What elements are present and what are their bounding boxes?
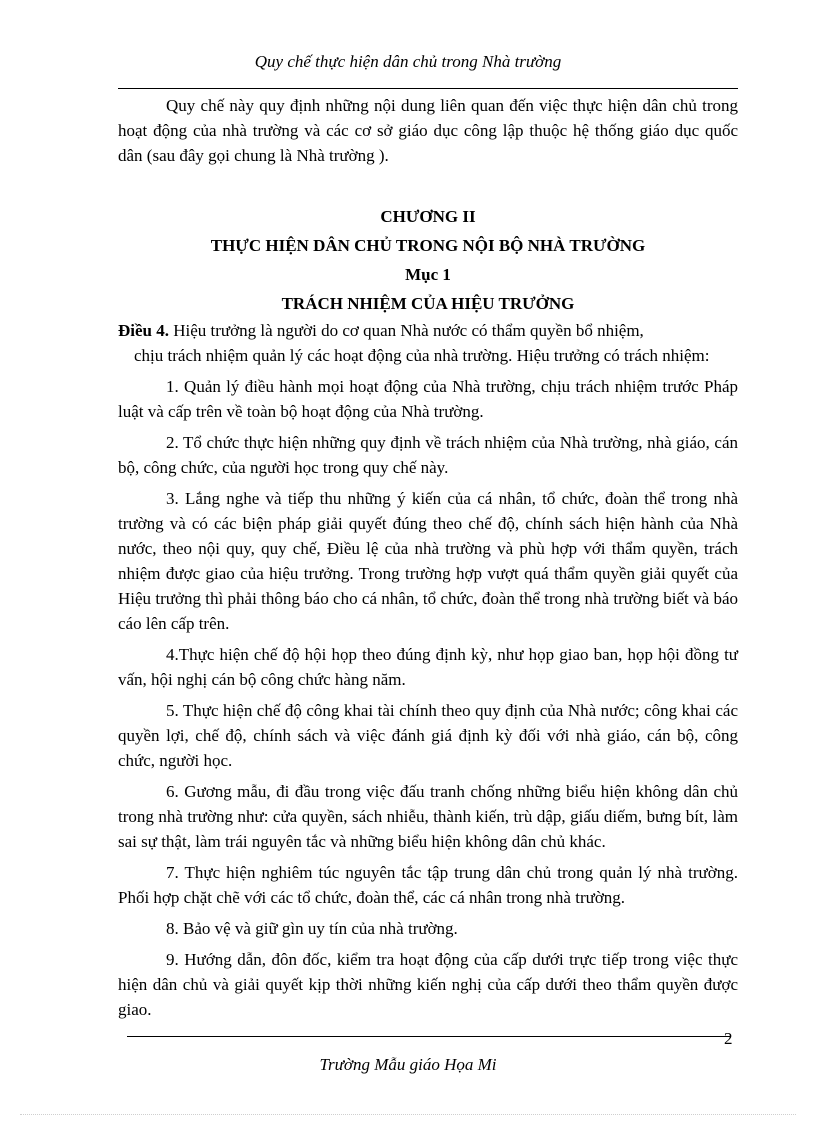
article-lead: Hiệu trưởng là người do cơ quan Nhà nước có thẩm quyền bổ nhiệm,	[173, 321, 644, 340]
article-lead-line	[118, 318, 738, 343]
list-item-5: 5. Thực hiện chế độ công khai tài chính theo quy định của Nhà nước; công khai các quyền lợi, chế độ, chính sách và việc đánh giá định kỳ đối với nhà giáo, cán bộ, công chức, người học.	[118, 701, 738, 770]
list-item-7: 7. Thực hiện nghiêm túc nguyên tắc tập trung dân chủ trong quản lý nhà trường. Phối hợp chặt chẽ với các tổ chức, đoàn thể, các cá nhân trong nhà trường.	[118, 863, 738, 907]
document-body	[118, 93, 738, 1022]
list-item-4: 4.Thực hiện chế độ hội họp theo đúng định kỳ, như họp giao ban, họp hội đồng tư vấn, hội nghị cán bộ công chức hàng năm.	[118, 645, 738, 689]
list-item-2: 2. Tổ chức thực hiện những quy định về trách nhiệm của Nhà trường, nhà giáo, cán bộ, công chức, của người học trong quy chế này.	[118, 433, 738, 477]
chapter-heading: CHƯƠNG II	[380, 207, 476, 226]
page-header: Quy chế thực hiện dân chủ trong Nhà trường	[254, 52, 562, 71]
list-item-8: 8. Bảo vệ và giữ gìn uy tín của nhà trường.	[166, 919, 458, 938]
header-rule	[118, 88, 738, 89]
footer-rule	[127, 1036, 731, 1037]
intro-paragraph: Quy chế này quy định những nội dung liên quan đến việc thực hiện dân chủ trong hoạt động của nhà trường và các cơ sở giáo dục công lập thuộc hệ thống giáo dục quốc dân (sau đây gọi chung là Nhà trường ).	[118, 96, 738, 165]
chapter-title: THỰC HIỆN DÂN CHỦ TRONG NỘI BỘ NHÀ TRƯỜNG	[210, 236, 646, 255]
section-heading: Mục 1	[405, 265, 451, 284]
list-item-6: 6. Gương mẫu, đi đầu trong việc đấu tranh chống những biểu hiện không dân chủ trong nhà trường như: cửa quyền, sách nhiễu, thành kiến, trù dập, giấu diếm, bưng bít, làm sai sự thật, làm trái nguyên tắc và những biểu hiện không dân chủ khác.	[118, 782, 738, 851]
list-item-9: 9. Hướng dẫn, đôn đốc, kiểm tra hoạt động của cấp dưới trực tiếp trong việc thực hiện dân chủ và giải quyết kịp thời những kiến nghị của cấp dưới theo thẩm quyền được giao.	[118, 950, 738, 1019]
section-title: TRÁCH NHIỆM CỦA HIỆU TRƯỞNG	[281, 294, 575, 313]
page-footer: Trường Mẫu giáo Họa Mi	[319, 1055, 497, 1074]
list-item-1: 1. Quản lý điều hành mọi hoạt động của Nhà trường, chịu trách nhiệm trước Pháp luật và cấp trên về toàn bộ hoạt động của Nhà trường.	[118, 377, 738, 421]
page-edge-divider	[20, 1114, 796, 1115]
article-4	[118, 318, 738, 368]
page-number: 2	[724, 1029, 733, 1048]
article-label: Điều 4.	[118, 321, 169, 340]
article-lead-continuation: chịu trách nhiệm quản lý các hoạt động của nhà trường. Hiệu trưởng có trách nhiệm:	[134, 346, 710, 365]
list-item-3: 3. Lắng nghe và tiếp thu những ý kiến của cá nhân, tổ chức, đoàn thể trong nhà trường và có các biện pháp giải quyết đúng theo chế độ, chính sách hiện hành của Nhà nước, theo nội quy, quy chế, Điều lệ của nhà trường và phù hợp với thẩm quyền, trách nhiệm được giao của hiệu trưởng. Trong trường hợp vượt quá thẩm quyền giải quyết của Hiệu trưởng thì phải thông báo cho cá nhân, tổ chức, đoàn thể trong nhà trường biết và báo cáo lên cấp trên.	[118, 489, 738, 633]
